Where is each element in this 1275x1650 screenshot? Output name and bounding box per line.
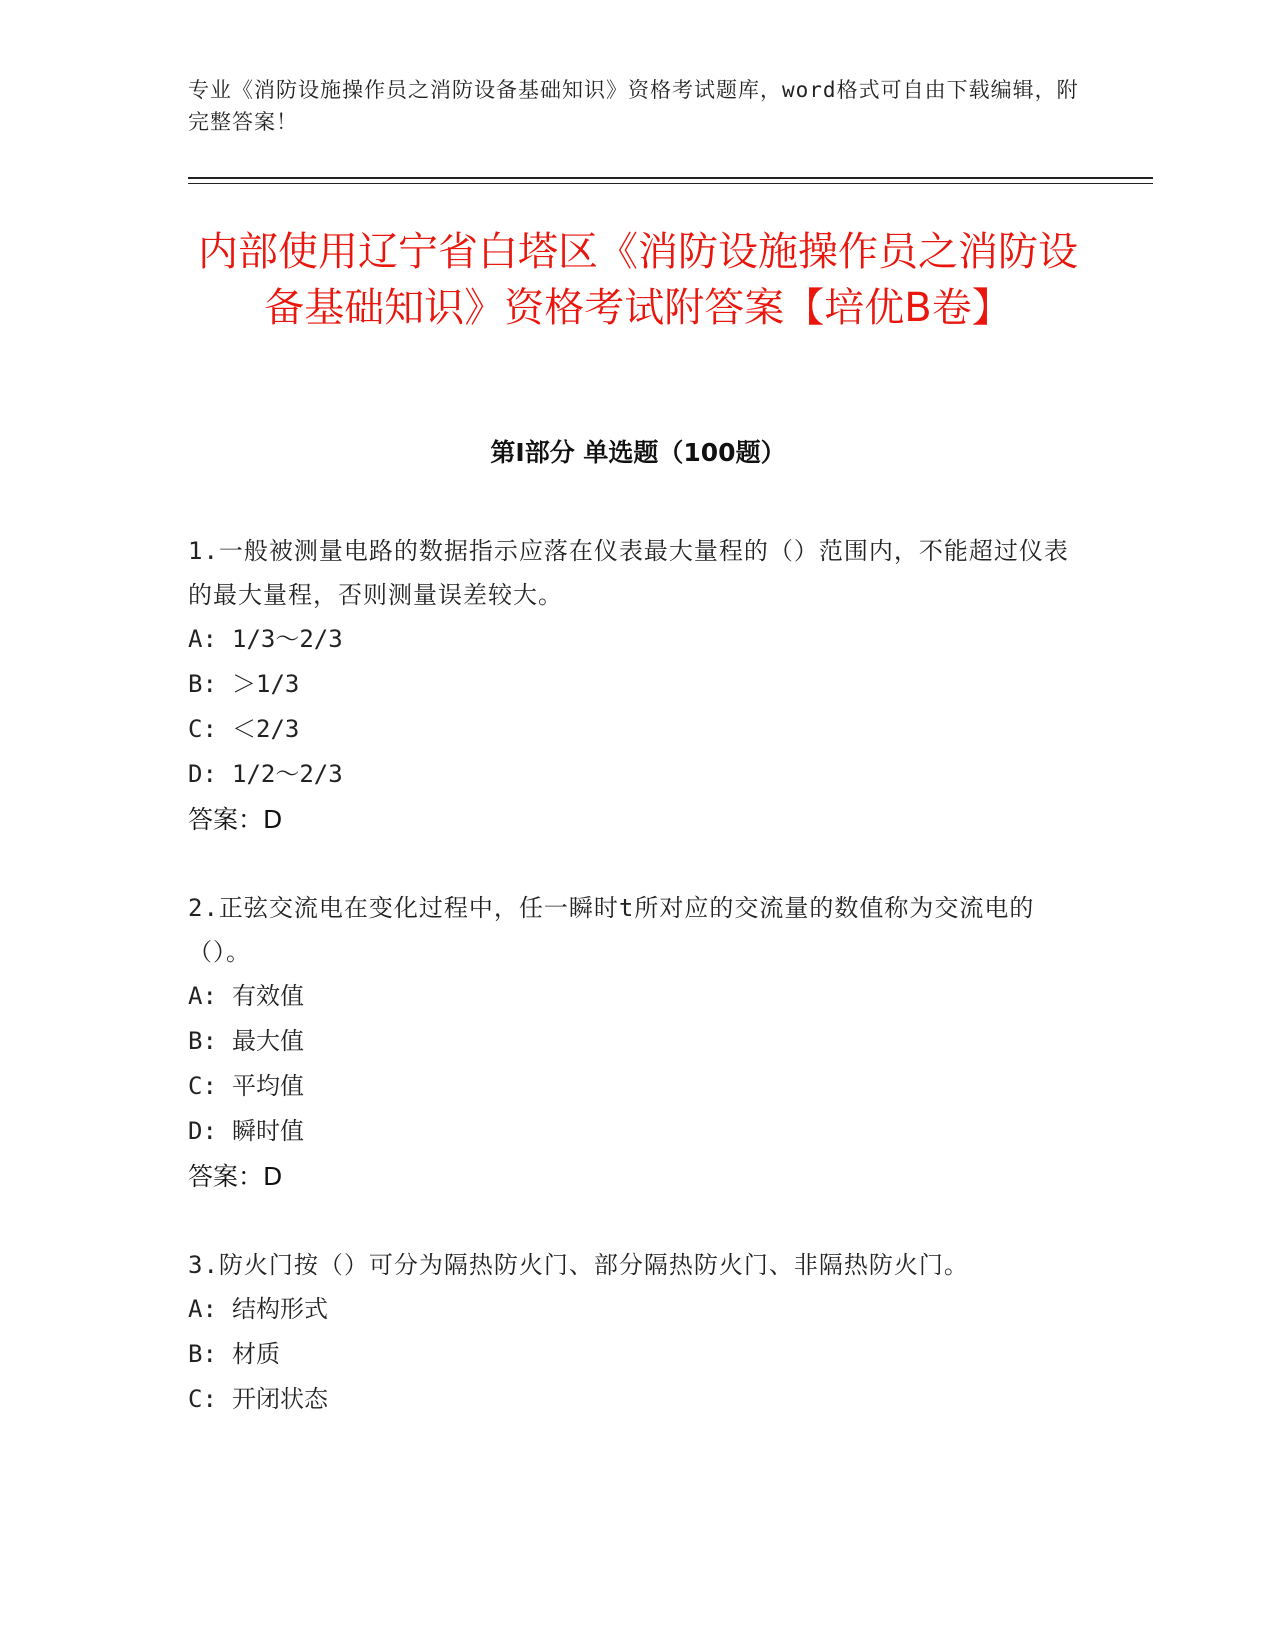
option-d (188, 752, 1083, 797)
question-2 (188, 886, 1083, 1199)
option-c (188, 1064, 1083, 1109)
header-divider-thick (188, 177, 1153, 179)
option-key: D: (188, 760, 217, 788)
option-text: ＞1/3 (232, 670, 300, 698)
option-b (188, 1019, 1083, 1064)
question-stem: 1.一般被测量电路的数据指示应落在仪表最大量程的（）范围内，不能超过仪表的最大量程，否则测量误差较大。 (188, 537, 1069, 609)
option-text: 瞬时值 (232, 1117, 304, 1145)
option-text: 材质 (232, 1340, 280, 1368)
option-a (188, 1287, 1083, 1332)
option-text: 最大值 (232, 1027, 304, 1055)
option-c (188, 707, 1083, 752)
header-divider-thin (188, 183, 1153, 184)
option-key: B: (188, 670, 217, 698)
option-key: C: (188, 1385, 217, 1413)
question-stem: 3.防火门按（）可分为隔热防火门、部分隔热防火门、非隔热防火门。 (188, 1251, 969, 1279)
option-b (188, 1332, 1083, 1377)
option-key: B: (188, 1340, 217, 1368)
option-a (188, 974, 1083, 1019)
option-key: A: (188, 982, 217, 1010)
option-text: 1/2～2/3 (232, 760, 343, 788)
option-b (188, 662, 1083, 707)
option-text: 1/3～2/3 (232, 625, 343, 653)
question-3 (188, 1243, 1083, 1422)
question-1 (188, 529, 1083, 842)
option-key: C: (188, 1072, 217, 1100)
option-key: C: (188, 715, 217, 743)
question-list (188, 529, 1083, 1466)
answer-line: 答案：D (188, 805, 283, 834)
option-key: D: (188, 1117, 217, 1145)
section-heading: 第I部分 单选题（100题） (490, 438, 786, 467)
option-text: 平均值 (232, 1072, 304, 1100)
option-key: A: (188, 1295, 217, 1323)
option-key: B: (188, 1027, 217, 1055)
document-title: 内部使用辽宁省白塔区《消防设施操作员之消防设备基础知识》资格考试附答案【培优B卷】 (198, 229, 1078, 331)
option-text: ＜2/3 (232, 715, 300, 743)
option-c (188, 1377, 1083, 1422)
header-note: 专业《消防设施操作员之消防设备基础知识》资格考试题库，word格式可自由下载编辑，附完整答案！ (188, 78, 1079, 134)
option-text: 有效值 (232, 982, 304, 1010)
answer-line: 答案：D (188, 1162, 283, 1191)
option-key: A: (188, 625, 217, 653)
question-stem: 2.正弦交流电在变化过程中，任一瞬时t所对应的交流量的数值称为交流电的（）。 (188, 894, 1035, 966)
option-text: 开闭状态 (232, 1385, 328, 1413)
option-text: 结构形式 (232, 1295, 328, 1323)
option-a (188, 617, 1083, 662)
option-d (188, 1109, 1083, 1154)
